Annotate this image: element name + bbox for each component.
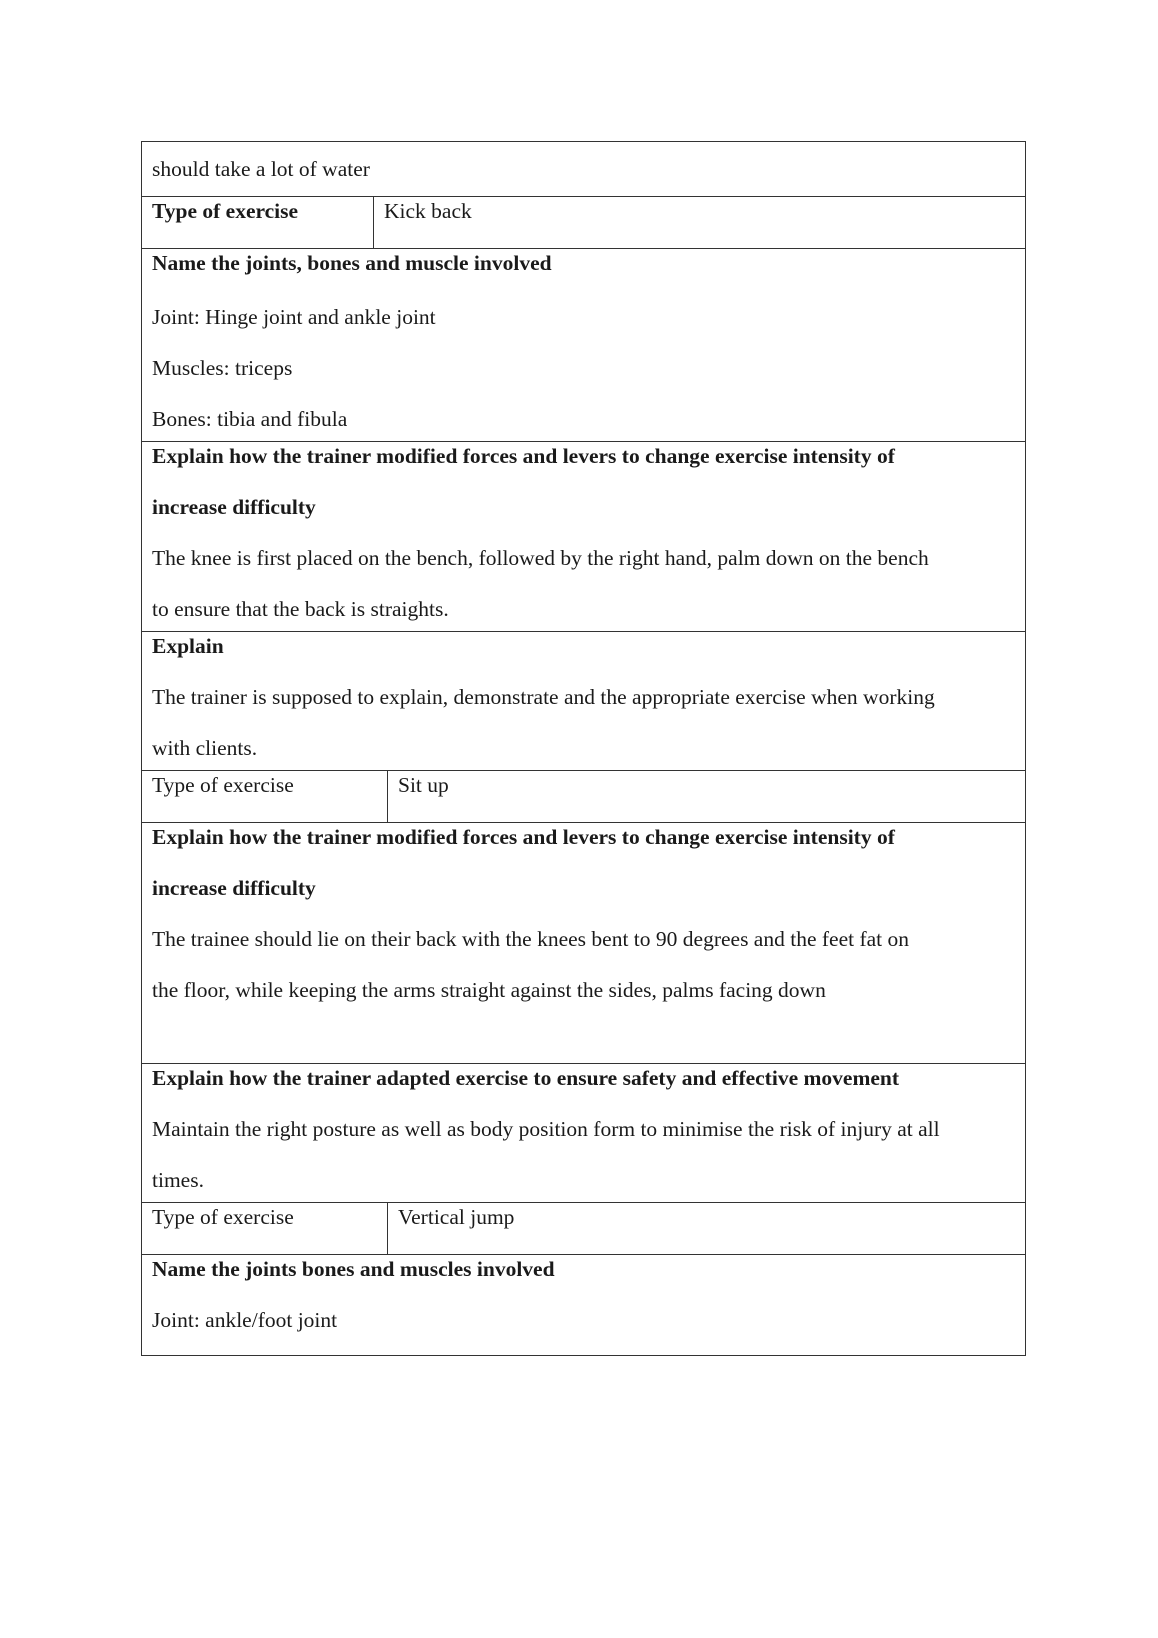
vjump-joints-row	[142, 1255, 1026, 1356]
intro-text: should take a lot of water	[152, 157, 370, 181]
kickback-forces-cell	[142, 442, 1026, 632]
intro-row	[142, 142, 1026, 197]
intro-cell	[142, 142, 1026, 197]
kickback-explain-heading: Explain	[152, 634, 224, 658]
situp-type-row	[142, 771, 1026, 823]
vjump-joints-heading: Name the joints bones and muscles involved	[152, 1257, 555, 1281]
kickback-forces-heading-1: Explain how the trainer modified forces and levers to change exercise intensity of	[152, 444, 895, 468]
vjump-joints-cell	[142, 1255, 1026, 1356]
exercise-table	[141, 141, 1026, 1356]
kickback-type-row	[142, 197, 1026, 249]
situp-forces-heading-1: Explain how the trainer modified forces and levers to change exercise intensity of	[152, 825, 895, 849]
kickback-explain-cell	[142, 632, 1026, 771]
kickback-forces-text-2: to ensure that the back is straights.	[152, 597, 449, 621]
situp-forces-heading-2: increase difficulty	[152, 876, 316, 900]
vjump-joint-text: Joint: ankle/foot joint	[152, 1308, 338, 1332]
kickback-forces-row	[142, 442, 1026, 632]
kickback-explain-row	[142, 632, 1026, 771]
kickback-type-label: Type of exercise	[142, 197, 374, 249]
situp-safety-row	[142, 1064, 1026, 1203]
kickback-joints-cell	[142, 249, 1026, 442]
situp-type-label: Type of exercise	[142, 771, 388, 823]
kickback-joint-text: Joint: Hinge joint and ankle joint	[152, 305, 436, 329]
situp-safety-cell	[142, 1064, 1026, 1203]
situp-type-value: Sit up	[388, 771, 1026, 823]
kickback-forces-text-1: The knee is first placed on the bench, followed by the right hand, palm down on the bench	[152, 546, 929, 570]
situp-forces-cell	[142, 823, 1026, 1064]
situp-safety-text-1: Maintain the right posture as well as body position form to minimise the risk of injury at all	[152, 1117, 940, 1141]
situp-forces-text-2: the floor, while keeping the arms straight against the sides, palms facing down	[152, 978, 826, 1002]
kickback-explain-text-1: The trainer is supposed to explain, demonstrate and the appropriate exercise when working	[152, 685, 935, 709]
kickback-bones-text: Bones: tibia and fibula	[152, 407, 348, 431]
kickback-explain-text-2: with clients.	[152, 736, 258, 760]
vjump-type-label: Type of exercise	[142, 1203, 388, 1255]
situp-forces-row	[142, 823, 1026, 1064]
kickback-type-value: Kick back	[374, 197, 1026, 249]
situp-safety-heading: Explain how the trainer adapted exercise to ensure safety and effective movement	[152, 1066, 900, 1090]
situp-safety-text-2: times.	[152, 1168, 204, 1192]
situp-forces-text-1: The trainee should lie on their back with the knees bent to 90 degrees and the feet fat on	[152, 927, 910, 951]
kickback-joints-heading: Name the joints, bones and muscle involved	[152, 251, 552, 275]
kickback-forces-heading-2: increase difficulty	[152, 495, 316, 519]
vjump-type-row	[142, 1203, 1026, 1255]
kickback-muscles-text: Muscles: triceps	[152, 356, 293, 380]
kickback-joints-row	[142, 249, 1026, 442]
vjump-type-value: Vertical jump	[388, 1203, 1026, 1255]
